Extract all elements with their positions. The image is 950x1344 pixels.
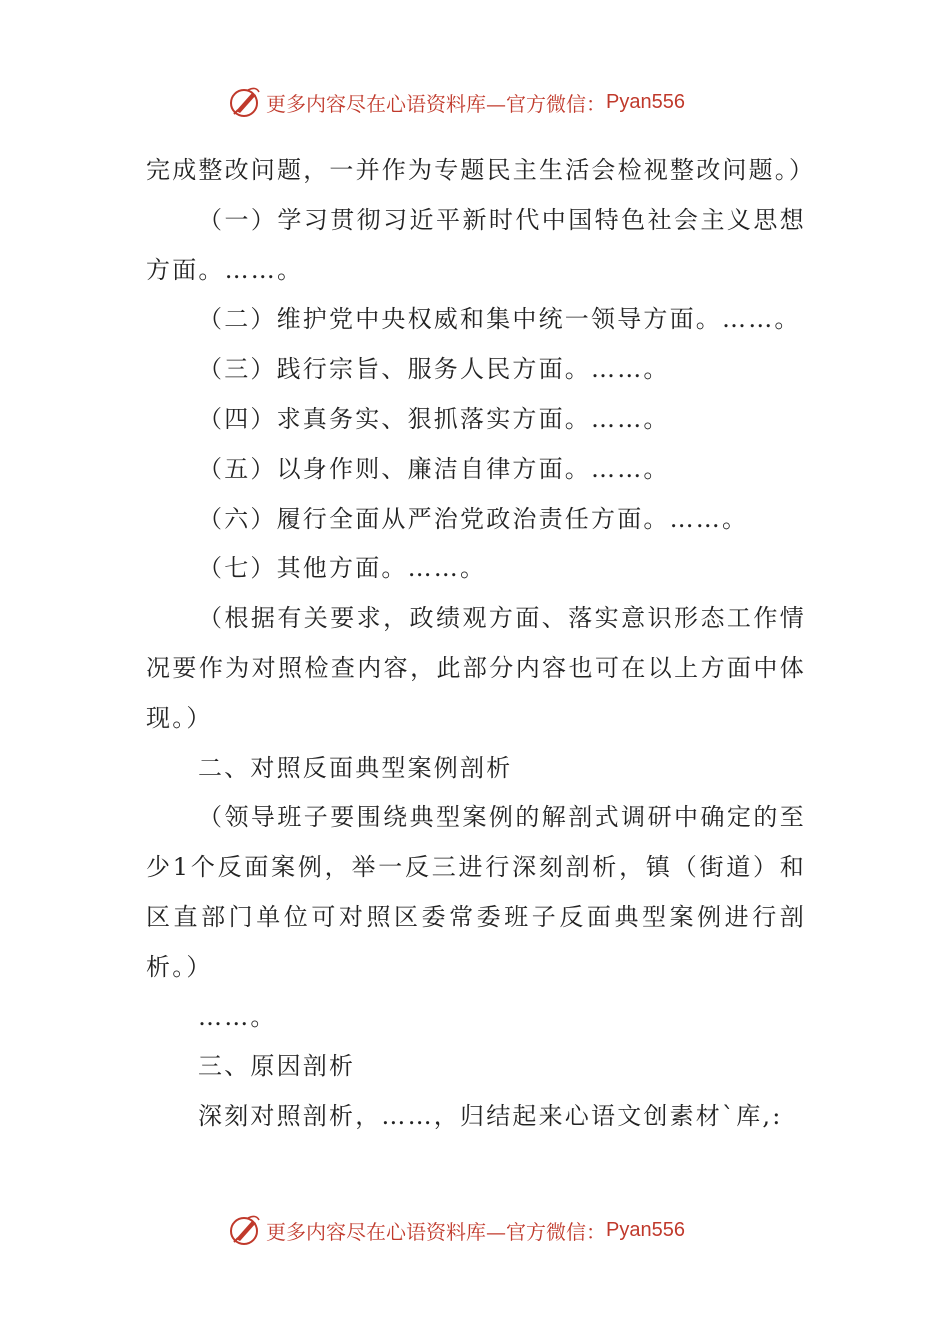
document-body	[146, 146, 816, 1142]
section-heading-2: 二、对照反面典型案例剖析	[198, 753, 513, 782]
paragraph-item-2: （二）维护党中央权威和集中统一领导方面。……。	[198, 305, 801, 334]
watermark-banner-top	[226, 84, 746, 120]
pen-nib-circle-icon	[226, 1212, 262, 1248]
paragraph-continuation: 完成整改问题，一并作为专题民主生活会检视整改问题。）	[146, 156, 816, 184]
pen-nib-circle-icon	[226, 84, 262, 120]
watermark-text: 更多内容尽在心语资料库—官方微信：	[266, 91, 606, 116]
paragraph-item-1: （一）学习贯彻习近平新时代中国特色社会主义思想方面。……。	[146, 205, 806, 284]
watermark-wechat-id: Pyan556	[606, 1218, 685, 1241]
paragraph-item-7: （七）其他方面。……。	[198, 554, 487, 583]
paragraph-item-4: （四）求真务实、狠抓落实方面。……。	[198, 404, 670, 433]
paragraph-item-5: （五）以身作则、廉洁自律方面。……。	[198, 454, 670, 483]
watermark-banner-bottom	[226, 1212, 746, 1248]
paragraph-item-3: （三）践行宗旨、服务人民方面。……。	[198, 355, 670, 384]
section-heading-3: 三、原因剖析	[198, 1052, 356, 1081]
paragraph-note: （根据有关要求，政绩观方面、落实意识形态工作情况要作为对照检查内容，此部分内容也可在以上方面中体现。）	[146, 604, 806, 732]
paragraph-ellipsis: ……。	[198, 1002, 277, 1031]
paragraph-case-analysis: （领导班子要围绕典型案例的解剖式调研中确定的至少1个反面案例，举一反三进行深刻剖析，镇（街道）和区直部门单位可对照区委常委班子反面典型案例进行剖析。）	[146, 803, 806, 981]
paragraph-cause-analysis: 深刻对照剖析，……，归结起来心语文创素材`库,:	[198, 1102, 783, 1131]
paragraph-item-6: （六）履行全面从严治党政治责任方面。……。	[198, 504, 749, 533]
watermark-text: 更多内容尽在心语资料库—官方微信：	[266, 1219, 606, 1244]
watermark-wechat-id: Pyan556	[606, 90, 685, 113]
